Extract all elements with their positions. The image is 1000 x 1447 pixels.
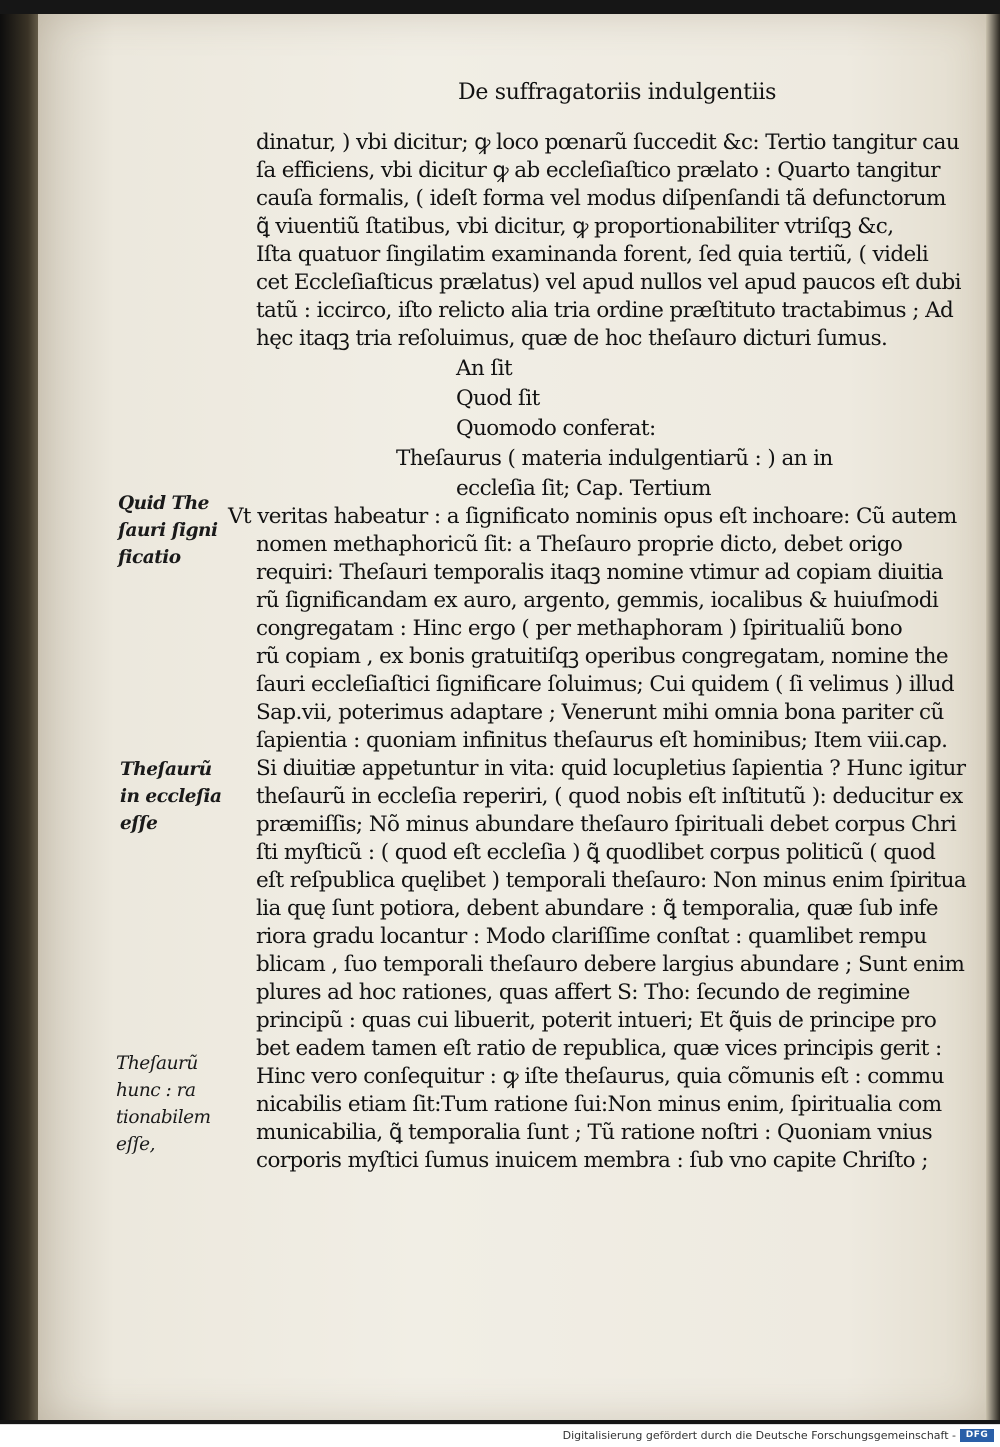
- page-edge-right: [986, 14, 1000, 1420]
- text-line: ſauri eccleſiaſtici ſignificare ſoluimus; Cui quidem ( ſi velimus ) illud: [256, 672, 955, 697]
- text-line: municabilia, ꝗ̃ temporalia ſunt ; Tũ ratione noſtri : Quoniam vnius: [256, 1120, 933, 1145]
- text-line: principũ : quas cui libuerit, poterit intueri; Et ꝗ̃uis de principe pro: [256, 1008, 937, 1033]
- text-line: requiri: Theſauri temporalis itaqꝫ nomine vtimur ad copiam diuitia: [256, 560, 943, 585]
- text-line: riora gradu locantur : Modo clariſſime conſtat : quamlibet rempu: [256, 924, 927, 949]
- text-line: ſti myſticũ : ( quod eſt eccleſia ) ꝗ̃ quodlibet corpus politicũ ( quod: [256, 840, 936, 865]
- text-line: bet eadem tamen eſt ratio de republica, quæ vices principis gerit :: [256, 1036, 942, 1061]
- margin-note: Theſaurũ in eccleſia eſſe: [120, 759, 222, 834]
- digitization-credit: Digitalisierung gefördert durch die Deutsche Forschungsgemeinschaft -: [562, 1429, 956, 1442]
- text-line: eſt reſpublica quęlibet ) temporali theſauro: Non minus enim ſpiritua: [256, 868, 967, 893]
- book-page: [38, 14, 988, 1420]
- text-line: Si diuitiæ appetuntur in vita: quid locupletius ſapientia ? Hunc igitur: [256, 756, 966, 781]
- text-line: rũ copiam , ex bonis gratuitiſqꝫ operibus congregatam, nomine the: [256, 644, 948, 669]
- chapter-heading: eccleſia ſit; Cap. Tertium: [456, 476, 711, 501]
- text-line: cet Eccleſiaſticus prælatus) vel apud nullos vel apud paucos eſt dubi: [256, 270, 961, 295]
- margin-note: Theſaurũ hunc : ra tionabilem eſſe,: [116, 1053, 211, 1155]
- running-header: De suffragatoriis indulgentiis: [458, 80, 777, 105]
- text-line: Hinc vero conſequitur : ꝙ iſte theſaurus, quia cõmunis eſt : commu: [256, 1064, 944, 1089]
- question-item: Quod ſit: [456, 386, 540, 411]
- dfg-logo: DFG: [960, 1429, 994, 1442]
- text-line: blicam , ſuo temporali theſauro debere largius abundare ; Sunt enim: [256, 952, 965, 977]
- text-line: Sap.vii, poterimus adaptare ; Venerunt mihi omnia bona pariter cũ: [256, 700, 944, 725]
- text-line: dinatur, ) vbi dicitur; ꝙ loco pœnarũ ſuccedit &c: Tertio tangitur cau: [256, 130, 960, 155]
- question-item: An ſit: [456, 356, 513, 381]
- text-line: theſaurũ in eccleſia reperiri, ( quod nobis eſt inſtitutũ ): deducitur ex: [256, 784, 963, 809]
- text-line: lia quę ſunt potiora, debent abundare : ꝗ̃ temporalia, quæ ſub infe: [256, 896, 938, 921]
- text-line: cauſa formalis, ( ideſt forma vel modus diſpenſandi tã defunctorum: [256, 186, 946, 211]
- text-line: præmiſſis; Nõ minus abundare theſauro ſpirituali debet corpus Chri: [256, 812, 957, 837]
- footer-bar: [0, 1424, 1000, 1447]
- text-line: nicabilis etiam ſit:Tum ratione ſui:Non minus enim, ſpiritualia com: [256, 1092, 942, 1117]
- question-item: Quomodo conferat:: [456, 416, 656, 441]
- text-line: Iſta quatuor ſingilatim examinanda forent, ſed quia tertiũ, ( videli: [256, 242, 929, 267]
- text-line: plures ad hoc rationes, quas affert S: Tho: ſecundo de regimine: [256, 980, 910, 1005]
- text-line: congregatam : Hinc ergo ( per methaphoram ) ſpiritualiũ bono: [256, 616, 903, 641]
- page-edge-left: [0, 14, 40, 1420]
- text-line: hęc itaqꝫ tria reſoluimus, quæ de hoc theſauro dicturi ſumus.: [256, 326, 888, 351]
- text-line: ſapientia : quoniam infinitus theſaurus eſt hominibus; Item viii.cap.: [256, 728, 948, 753]
- margin-note: Quid The ſauri ſigni ficatio: [118, 493, 218, 568]
- text-line: tatũ : iccirco, iſto relicto alia tria ordine præſtituto tractabimus ; Ad: [256, 298, 954, 323]
- text-line: ſa efficiens, vbi dicitur ꝙ ab eccleſiaſtico prælato : Quarto tangitur: [256, 158, 940, 183]
- text-line: rũ ſignificandam ex auro, argento, gemmis, iocalibus & huiuſmodi: [256, 588, 939, 613]
- text-line: ꝗ̃ viuentiũ ſtatibus, vbi dicitur, ꝙ proportionabiliter vtriſqꝫ &c,: [256, 214, 894, 239]
- text-line: nomen methaphoricũ ſit: a Theſauro proprie dicto, debet origo: [256, 532, 903, 557]
- chapter-heading: Theſaurus ( materia indulgentiarũ : ) an in: [396, 446, 833, 471]
- text-line: corporis myſtici ſumus inuicem membra : ſub vno capite Chriſto ;: [256, 1148, 928, 1173]
- text-line: Vt veritas habeatur : a ſignificato nominis opus eſt inchoare: Cũ autem: [228, 504, 957, 529]
